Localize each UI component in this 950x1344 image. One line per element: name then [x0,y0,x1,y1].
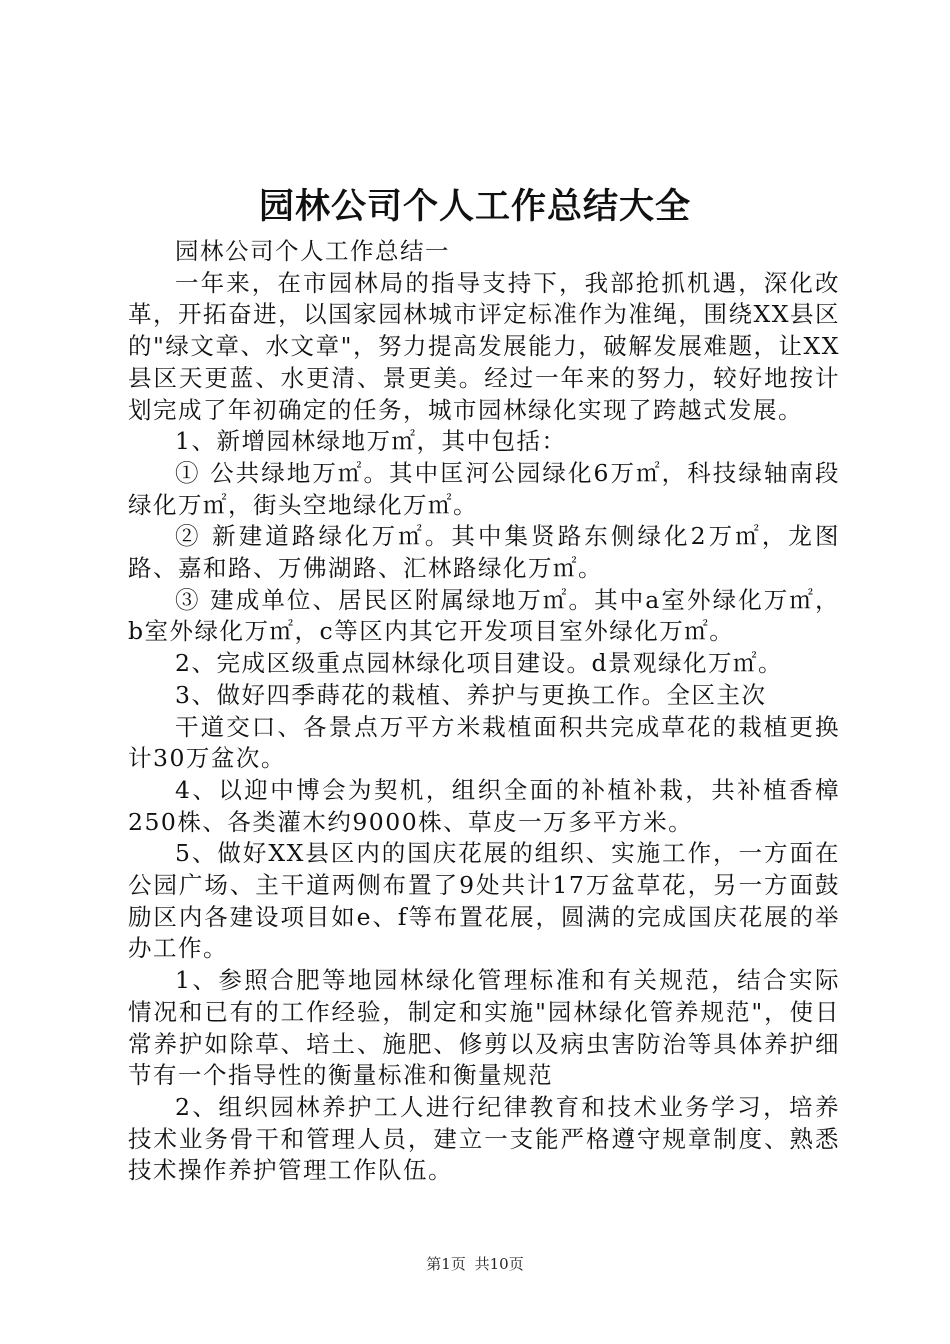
paragraph-management-1: 1、参照合肥等地园林绿化管理标准和有关规范，结合实际情况和已有的工作经验，制定和实施"园林绿化管养规范"，使日常养护如除草、培土、施肥、修剪以及病虫害防治等具体养护细节有一个指导性的衡量标准和衡量规范 [128,966,840,1090]
paragraph-item-3: 3、做好四季蒔花的栽植、养护与更换工作。全区主次 [175,680,767,709]
paragraph-management-2: 2、组织园林养护工人进行纪律教育和技术业务学习，培养技术业务骨干和管理人员，建立一支能严格遵守规章制度、熟悉技术操作养护管理工作队伍。 [128,1092,840,1185]
page-total: 共10页 [474,1255,524,1273]
paragraph-item-3-continued: 干道交口、各景点万平方米栽植面积共完成草花的栽植更换计30万盆次。 [128,712,840,773]
document-title: 园林公司个人工作总结大全 [258,186,691,227]
paragraph-subitem-2: ② 新建道路绿化万㎡。其中集贤路东侧绿化2万㎡，龙图路、嘉和路、万佛湖路、汇林路绿化万㎡。 [128,522,840,583]
paragraph-item-4: 4、以迎中博会为契机，组织全面的补植补栽，共补植香樟250株、各类灌木约9000株、草皮一万多平方米。 [128,775,840,836]
document-body [128,236,840,1187]
paragraph-item-2: 2、完成区级重点园林绿化项目建设。d景观绿化万㎡。 [175,649,783,678]
paragraph-subitem-1: ① 公共绿地万㎡。其中匡河公园绿化6万㎡，科技绿轴南段绿化万㎡，街头空地绿化万㎡。 [128,458,840,519]
page-number: 第1页 [426,1255,466,1273]
paragraph-item-5: 5、做好XX县区内的国庆花展的组织、实施工作，一方面在公园广场、主干道两侧布置了9处共计17万盆草花，另一方面鼓励区内各建设项目如e、f等布置花展，圆满的完成国庆花展的举办工作。 [128,839,840,963]
paragraph-item-1: 1、新增园林绿地万㎡，其中包括： [175,427,567,456]
page-footer [0,1254,950,1274]
paragraph-subitem-3: ③ 建成单位、居民区附属绿地万㎡。其中a室外绿化万㎡，b室外绿化万㎡，c等区内其它开发项目室外绿化万㎡。 [128,585,840,646]
paragraph-intro: 一年来，在市园林局的指导支持下，我部抢抓机遇，深化改革，开拓奋进，以国家园林城市评定标准作为准绳，围绕XX县区的"绿文章、水文章"，努力提高发展能力，破解发展难题，让XX县区天更蓝、水更清、景更美。经过一年来的努力，较好地按计划完成了年初确定的任务，城市园林绿化实现了跨越式发展。 [128,268,840,424]
section-heading: 园林公司个人工作总结一 [175,237,450,265]
